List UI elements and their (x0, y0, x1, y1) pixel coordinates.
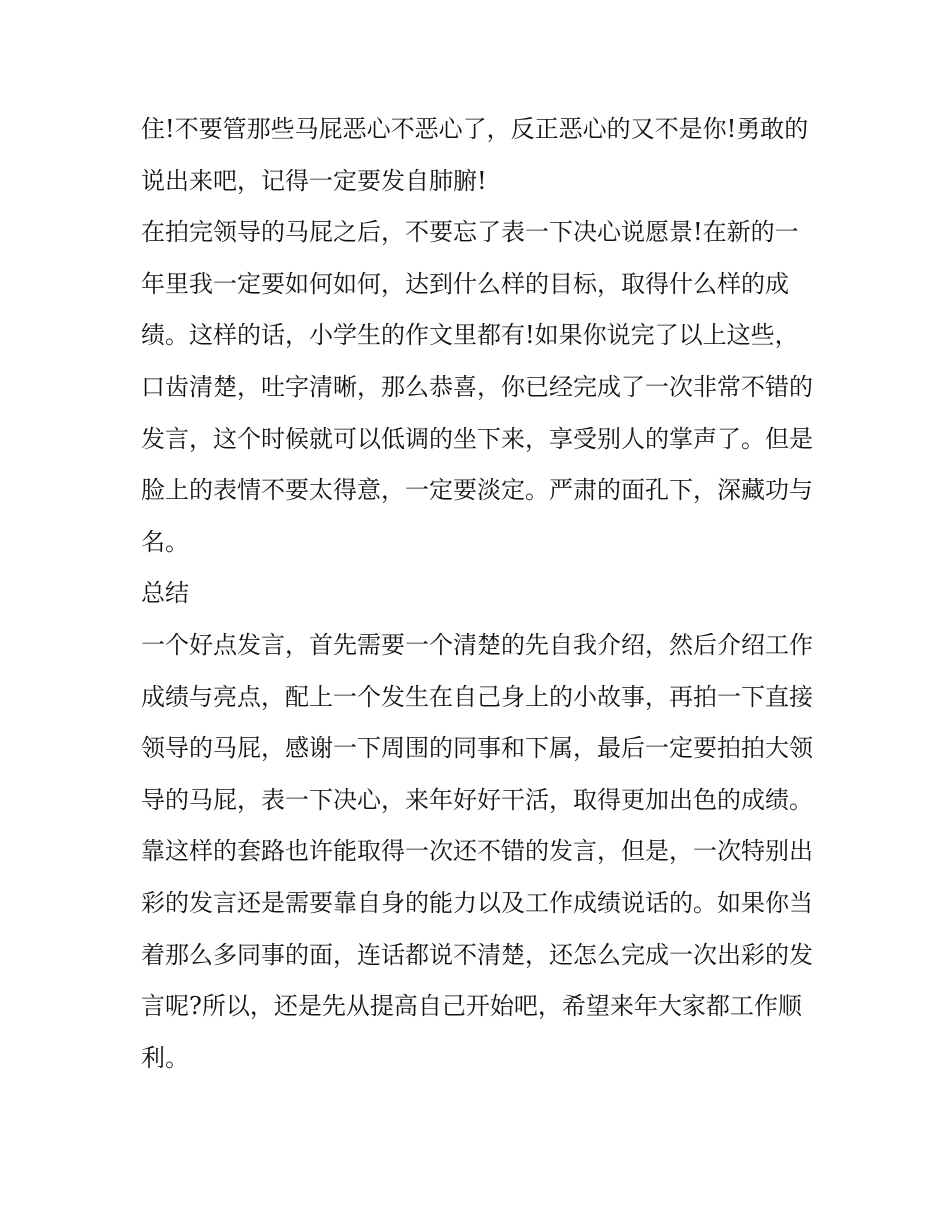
document-body (141, 104, 813, 1084)
section-heading-summary: 总结 (141, 579, 189, 608)
paragraph-summary: 一个好点发言，首先需要一个清楚的先自我介绍，然后介绍工作成绩与亮点，配上一个发生在自己身上的小故事，再拍一下直接领导的马屁，感谢一下周围的同事和下属，最后一定要拍拍大领导的马屁，表一下决心，来年好好干活，取得更加出色的成绩。 (141, 630, 813, 814)
paragraph-vision: 在拍完领导的马屁之后，不要忘了表一下决心说愿景!在新的一年里我一定要如何如何，达到什么样的目标，取得什么样的成绩。这样的话，小学生的作文里都有!如果你说完了以上这些，口齿清楚，吐字清晰，那么恭喜，你已经完成了一次非常不错的发言，这个时候就可以低调的坐下来，享受别人的掌声了。但是脸上的表情不要太得意，一定要淡定。严肃的面孔下，深藏功与名。 (141, 218, 813, 556)
paragraph-continuation: 住!不要管那些马屁恶心不恶心了，反正恶心的又不是你!勇敢的说出来吧，记得一定要发自肺腑! (141, 115, 809, 195)
paragraph-conclusion: 靠这样的套路也许能取得一次还不错的发言，但是，一次特别出彩的发言还是需要靠自身的能力以及工作成绩说话的。如果你当着那么多同事的面，连话都说不清楚，还怎么完成一次出彩的发言呢?所以，还是先从提高自己开始吧，希望来年大家都工作顺利。 (141, 837, 813, 1072)
